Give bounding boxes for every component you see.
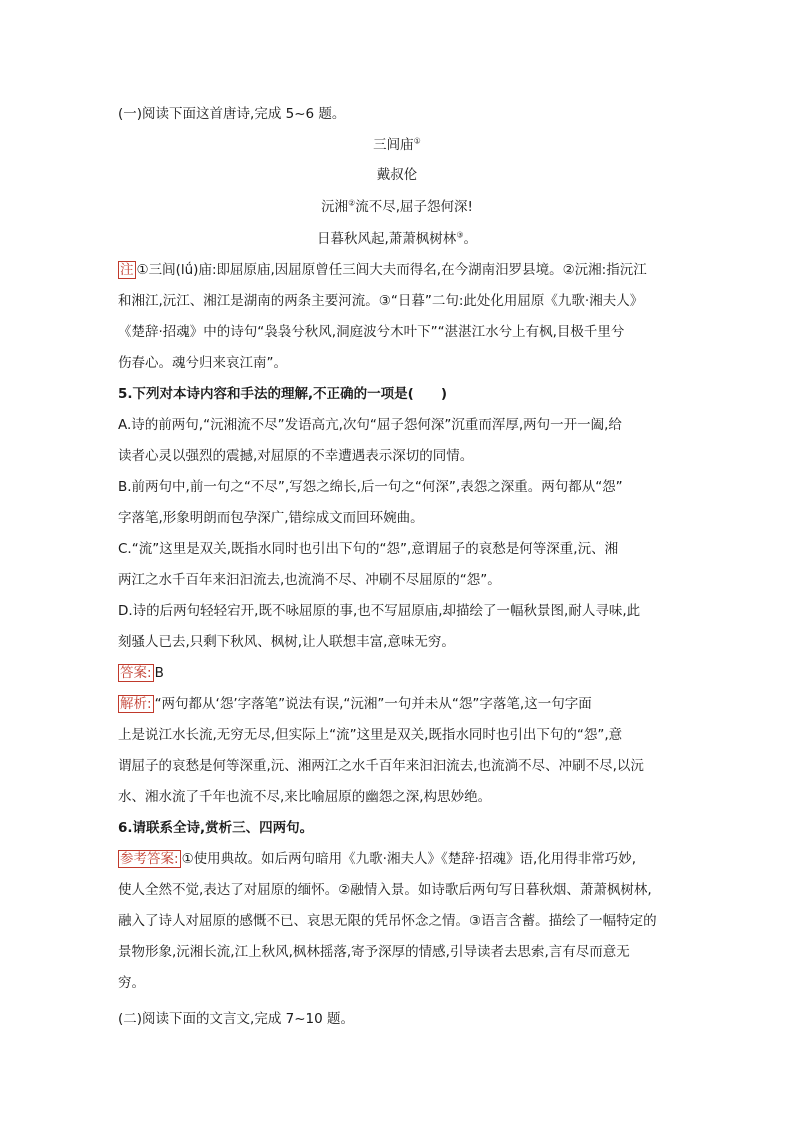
notes-line (118, 262, 647, 278)
poem-line-2-a: 日暮秋风起,萧萧枫树林 (317, 231, 457, 247)
notes-tag: 注 (120, 262, 134, 278)
analysis-tag: 解析: (120, 696, 152, 712)
q5-option-line: 字落笔,形象明朗而包孕深广,错综成文而回环婉曲。 (118, 510, 424, 526)
answer-tag: 答案: (120, 665, 152, 681)
poem-title-text: 三闾庙 (373, 137, 414, 153)
q5-option-line: 读者心灵以强烈的震撼,对屈原的不幸遭遇表示深切的同情。 (118, 448, 474, 464)
q5-option-line: C.“流”这里是双关,既指水同时也引出下句的“怨”,意谓屈子的哀愁是何等深重,沅、湘 (118, 541, 619, 557)
footnote-marker: ① (413, 136, 421, 146)
q6-answer-line (118, 851, 636, 867)
q5-stem: 5.下列对本诗内容和手法的理解,不正确的一项是( ) (118, 386, 447, 402)
q5-analysis-line: 谓屈子的哀愁是何等深重,沅、湘两江之水千百年来汩汩流去,也流淌不尽、冲刷不尽,以沅 (118, 758, 644, 774)
q5-option-line: A.诗的前两句,“沅湘流不尽”发语高亢,次句“屈子怨何深”沉重而浑厚,两句一开一阖,给 (118, 417, 622, 433)
notes-line: 伤春心。魂兮归来哀江南”。 (118, 355, 287, 371)
notes-line: 和湘江,沅江、湘江是湖南的两条主要河流。③“日暮”二句:此处化用屈原《九歌·湘夫人》 (118, 293, 644, 309)
poem-title (0, 137, 794, 153)
footnote-marker: ③ (456, 230, 464, 240)
footnote-marker: ② (348, 198, 356, 208)
q6-answer-line: 融入了诗人对屈原的感慨不已、哀思无限的凭吊怀念之情。③语言含蓄。描绘了一幅特定的 (118, 913, 657, 929)
q5-answer (118, 665, 164, 681)
poem-line-1-b: 流不尽,屈子怨何深! (355, 199, 473, 215)
poem-line-1-a: 沅湘 (321, 199, 349, 215)
q6-answer-line: 景物形象,沅湘长流,江上秋风,枫林摇落,寄予深厚的情感,引导读者去思索,言有尽而意无 (118, 944, 630, 960)
reference-answer-tag: 参考答案: (120, 851, 179, 867)
q5-option-line: 刻骚人已去,只剩下秋风、枫树,让人联想丰富,意味无穷。 (118, 634, 455, 650)
q6-stem: 6.请联系全诗,赏析三、四两句。 (118, 820, 314, 836)
section2-intro: (二)阅读下面的文言文,完成 7~10 题。 (118, 1011, 354, 1027)
q6-answer-line: 使人全然不觉,表达了对屈原的缅怀。②融情入景。如诗歌后两句写日暮秋烟、萧萧枫树林, (118, 882, 652, 898)
q5-option-line: B.前两句中,前一句之“不尽”,写怨之绵长,后一句之“何深”,表怨之深重。两句都从“怨” (118, 479, 623, 495)
answer-value: B (154, 665, 164, 681)
poem-line-2 (0, 231, 794, 247)
poem-line-1 (0, 199, 794, 215)
q5-analysis-line: 上是说江水长流,无穷无尽,但实际上“流”这里是双关,既指水同时也引出下句的“怨”,意 (118, 727, 623, 743)
q5-analysis-line: 水、湘水流了千年也流不尽,来比喻屈原的幽怨之深,构思妙绝。 (118, 789, 492, 805)
poem-author: 戴叔伦 (376, 167, 418, 183)
notes-text: ①三闾(lǘ)庙:即屈原庙,因屈原曾任三闾大夫而得名,在今湖南汨罗县境。②沅湘:指沅江 (136, 262, 647, 278)
q5-option-line: D.诗的后两句轻轻宕开,既不咏屈原的事,也不写屈原庙,却描绘了一幅秋景图,耐人寻味,此 (118, 603, 641, 619)
analysis-text: “两句都从‘怨’字落笔”说法有误,“沅湘”一句并未从“怨”字落笔,这一句字面 (154, 696, 592, 712)
notes-line: 《楚辞·招魂》中的诗句“袅袅兮秋风,洞庭波兮木叶下”“湛湛江水兮上有枫,目极千里兮 (118, 324, 625, 340)
section1-intro: (一)阅读下面这首唐诗,完成 5~6 题。 (118, 106, 346, 122)
q5-option-line: 两江之水千百年来汩汩流去,也流淌不尽、冲刷不尽屈原的“怨”。 (118, 572, 501, 588)
q5-analysis-line (118, 696, 592, 712)
q6-answer-line: 穷。 (118, 975, 145, 991)
poem-line-2-b: 。 (463, 231, 477, 247)
reference-answer-text: ①使用典故。如后两句暗用《九歌·湘夫人》《楚辞·招魂》语,化用得非常巧妙, (181, 851, 637, 867)
